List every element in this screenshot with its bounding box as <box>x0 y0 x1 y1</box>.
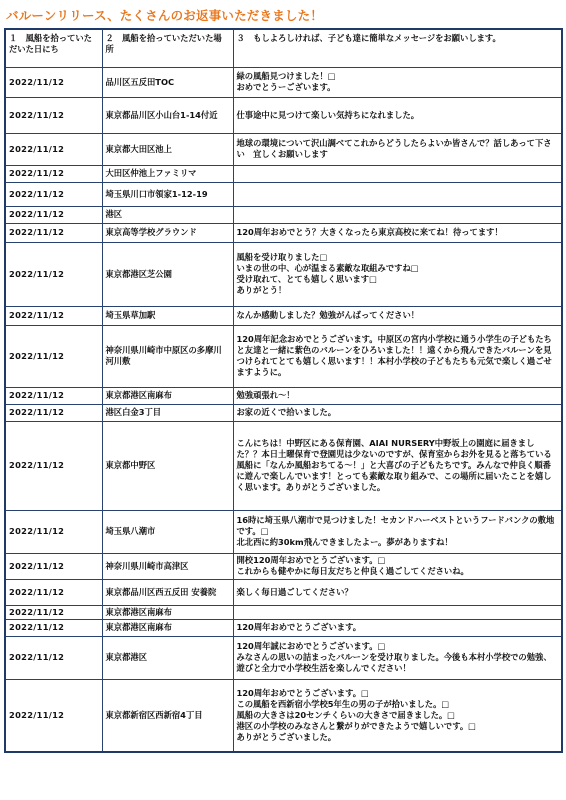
cell-date: 2022/11/12 <box>5 223 102 242</box>
header-message: ３ もしよろしければ、子ども達に簡単なメッセージをお願いします。 <box>233 29 562 67</box>
table-row <box>5 679 562 752</box>
cell-place: 埼玉県草加駅 <box>102 306 233 325</box>
cell-message: 仕事途中に見つけて楽しい気持ちになれました。 <box>233 97 562 133</box>
cell-message: お家の近くで拾いました。 <box>233 404 562 421</box>
cell-place: 東京都港区 <box>102 636 233 679</box>
cell-place: 港区白金3丁目 <box>102 404 233 421</box>
cell-date: 2022/11/12 <box>5 206 102 223</box>
table-row <box>5 387 562 404</box>
page-title: バルーンリリース、たくさんのお返事いただきました！ <box>6 8 324 23</box>
table-row <box>5 605 562 619</box>
cell-message: 風船を受け取りました□ いまの世の中、心が温まる素敵な取組みですね□ 受け取れて、とても嬉しく思います□ ありがとう！ <box>233 242 562 306</box>
table-row <box>5 306 562 325</box>
cell-date: 2022/11/12 <box>5 182 102 206</box>
cell-date: 2022/11/12 <box>5 306 102 325</box>
table-row <box>5 97 562 133</box>
cell-place: 港区 <box>102 206 233 223</box>
cell-place: 品川区五反田TOC <box>102 67 233 97</box>
cell-date: 2022/11/12 <box>5 421 102 510</box>
cell-place: 大田区仲池上ファミリマ <box>102 165 233 182</box>
cell-message <box>233 605 562 619</box>
cell-place: 神奈川県川崎市高津区 <box>102 553 233 579</box>
cell-date: 2022/11/12 <box>5 325 102 387</box>
table-row <box>5 404 562 421</box>
table-body <box>5 67 562 752</box>
cell-place: 東京都品川区小山台1-14付近 <box>102 97 233 133</box>
cell-date: 2022/11/12 <box>5 636 102 679</box>
cell-message: 楽しく毎日過ごしてください？ <box>233 579 562 605</box>
table-header-row <box>5 29 562 67</box>
cell-message: 16時に埼玉県八潮市で見つけました！セカンドハーベストというフードバンクの敷地です。□ 北北西に約30km飛んできましたよー。夢がありますね！ <box>233 510 562 553</box>
cell-message: 120周年誠におめでとうございます。□ みなさんの思いの詰まったバルーンを受け取りました。今後も本村小学校での勉強、遊びと全力で小学校生活を楽しんでください！ <box>233 636 562 679</box>
cell-message: 120周年おめでとう？大きくなったら東京高校に来てね！待ってます！ <box>233 223 562 242</box>
cell-place: 東京都大田区池上 <box>102 133 233 165</box>
cell-place: 神奈川県川崎市中原区の多摩川河川敷 <box>102 325 233 387</box>
cell-date: 2022/11/12 <box>5 242 102 306</box>
cell-message <box>233 182 562 206</box>
cell-date: 2022/11/12 <box>5 553 102 579</box>
cell-message: 緑の風船見つけました！□ おめでとうーございます。 <box>233 67 562 97</box>
cell-date: 2022/11/12 <box>5 165 102 182</box>
table-row <box>5 223 562 242</box>
cell-message: 120周年おめでとうございます。□ この風船を西新宿小学校5年生の男の子が拾いました。□ 風船の大きさは20センチくらいの大きさで届きました。□ 港区の小学校のみなさんと繋がりができたようで嬉しいです。□ ありがとうございました。 <box>233 679 562 752</box>
cell-place: 埼玉県八潮市 <box>102 510 233 553</box>
header-date: １ 風船を拾っていただいた日にち <box>5 29 102 67</box>
cell-date: 2022/11/12 <box>5 605 102 619</box>
cell-place: 東京都港区芝公園 <box>102 242 233 306</box>
cell-place: 東京都新宿区西新宿4丁目 <box>102 679 233 752</box>
table-row <box>5 325 562 387</box>
cell-date: 2022/11/12 <box>5 679 102 752</box>
cell-date: 2022/11/12 <box>5 67 102 97</box>
cell-place: 東京都港区南麻布 <box>102 387 233 404</box>
cell-message <box>233 165 562 182</box>
table-row <box>5 182 562 206</box>
cell-date: 2022/11/12 <box>5 387 102 404</box>
cell-date: 2022/11/12 <box>5 579 102 605</box>
cell-date: 2022/11/12 <box>5 97 102 133</box>
table-row <box>5 206 562 223</box>
cell-place: 東京都品川区西五反田 安養院 <box>102 579 233 605</box>
cell-message: なんか感動しました？勉強がんばってください！ <box>233 306 562 325</box>
cell-place: 東京高等学校グラウンド <box>102 223 233 242</box>
cell-message: 勉強頑張れ～！ <box>233 387 562 404</box>
cell-message: 120周年記念おめでとうございます。中原区の宮内小学校に通う小学生の子どもたちと友達と一緒に紫色のバルーンをひろいました！！遠くから飛んできたバルーンを見つけられてとても嬉しく思います！！本村小学校の子どもたちも元気で楽しく過ごせますように。 <box>233 325 562 387</box>
cell-place: 東京都港区南麻布 <box>102 605 233 619</box>
table-row <box>5 510 562 553</box>
cell-message: 120周年おめでとうございます。 <box>233 619 562 636</box>
cell-message: 地球の環境について沢山調べてこれからどうしたらよいか皆さんで？話しあって下さい 宜しくお願いします <box>233 133 562 165</box>
cell-date: 2022/11/12 <box>5 404 102 421</box>
responses-table <box>4 28 563 753</box>
cell-date: 2022/11/12 <box>5 133 102 165</box>
table-row <box>5 242 562 306</box>
cell-place: 東京都港区南麻布 <box>102 619 233 636</box>
table-row <box>5 579 562 605</box>
header-place: ２ 風船を拾っていただいた場所 <box>102 29 233 67</box>
cell-message: 開校120周年おめでとうございます。□ これからも健やかに毎日友だちと仲良く過ごしてくださいね。 <box>233 553 562 579</box>
cell-place: 埼玉県川口市領家1-12-19 <box>102 182 233 206</box>
table-row <box>5 636 562 679</box>
table-row <box>5 553 562 579</box>
table-row <box>5 421 562 510</box>
table-row <box>5 619 562 636</box>
cell-message: こんにちは！中野区にある保育園、AIAI NURSERY中野坂上の園庭に届きました？？本日土曜保育で登園児は少ないのですが、保育室からお外を見ると落ちている風船に「なんか風船おちてる～！」と大喜びの子どもたちです。みんなで仲良く順番に遊んで楽しんでいます！とっても素敵な取り組みで、この場所に届いたことを嬉しく思います。ありがとうございました。 <box>233 421 562 510</box>
cell-place: 東京都中野区 <box>102 421 233 510</box>
cell-message <box>233 206 562 223</box>
cell-date: 2022/11/12 <box>5 619 102 636</box>
table-row <box>5 165 562 182</box>
cell-date: 2022/11/12 <box>5 510 102 553</box>
table-row <box>5 67 562 97</box>
table-row <box>5 133 562 165</box>
